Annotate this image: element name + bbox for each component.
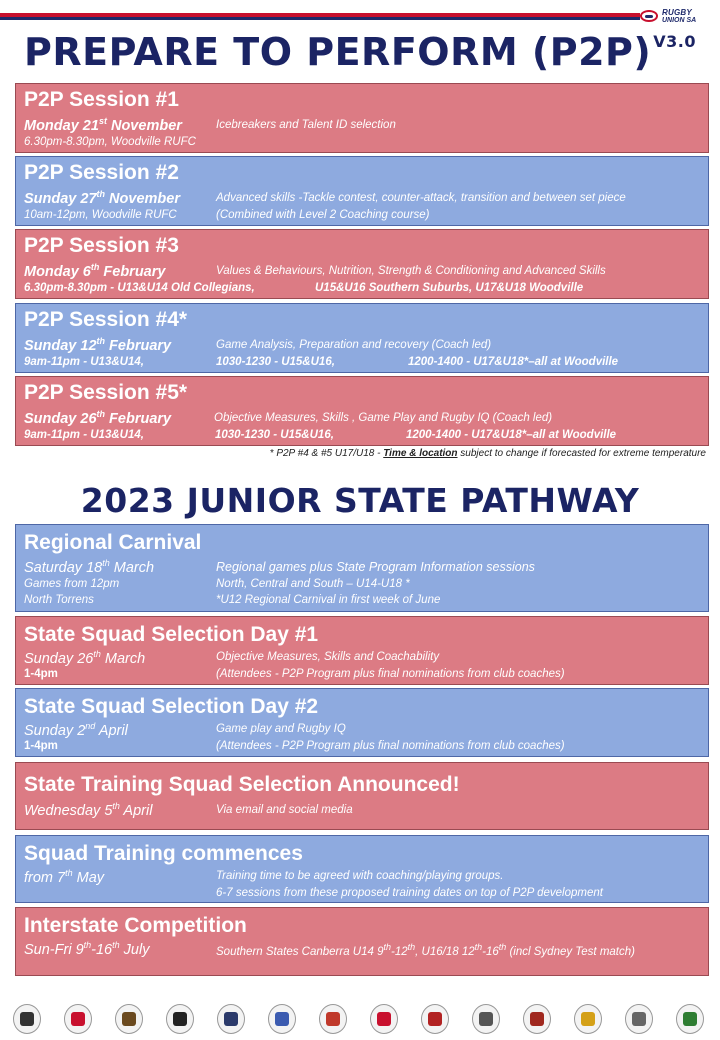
session-date: Monday 6th February <box>24 262 166 280</box>
session-time-location: 6.30pm-8.30pm - U13&U14 Old Collegians, <box>24 282 255 294</box>
event-title: State Squad Selection Day #2 <box>24 695 319 718</box>
event-title: Squad Training commences <box>24 842 303 865</box>
club-logo-14 <box>676 1004 704 1034</box>
rugby-ball-icon <box>640 10 658 22</box>
session-time-u15: 1030-1230 - U15&U16, <box>215 429 334 441</box>
footnote: * P2P #4 & #5 U17/U18 - Time & location subject to change if forecasted for extreme temperature <box>269 448 706 459</box>
p2p-session-5-box <box>15 376 709 446</box>
event-title: Regional Carnival <box>24 531 202 554</box>
header-blue-stripe <box>0 17 640 20</box>
club-logo-9 <box>421 1004 449 1034</box>
session-note: (Combined with Level 2 Coaching course) <box>216 209 430 221</box>
time-location-link: Time & location <box>383 448 458 459</box>
event-date: Saturday 18th March <box>24 558 155 576</box>
event-date: Wednesday 5th April <box>24 801 153 819</box>
session-time-u17: 1200-1400 - U17&U18*–all at Woodville <box>406 429 617 441</box>
session-title: P2P Session #4* <box>24 308 188 331</box>
club-logo-11 <box>523 1004 551 1034</box>
event-description: Regional games plus State Program Information sessions <box>216 560 535 574</box>
page-title-p2p: PREPARE TO PERFORM (P2P) $^{V3.0}$ <box>24 30 696 74</box>
club-logo-12 <box>574 1004 602 1034</box>
event-title: State Squad Selection Day #1 <box>24 623 319 646</box>
event-location: North Torrens <box>24 594 94 606</box>
session-title: P2P Session #1 <box>24 88 179 111</box>
event-description: Via email and social media <box>216 804 353 816</box>
session-date: Sunday 27th November <box>24 189 180 207</box>
session-description: Icebreakers and Talent ID selection <box>216 119 396 131</box>
event-time: Games from 12pm <box>24 578 120 590</box>
squad-announced-box <box>15 762 709 830</box>
session-time-u17: 1200-1400 - U17&U18*–all at Woodville <box>408 356 619 368</box>
session-description: Advanced skills -Tackle contest, counter-attack, transition and between set piece <box>216 192 626 204</box>
event-time: 1-4pm <box>24 668 58 680</box>
session-venues: U15&U16 Southern Suburbs, U17&U18 Woodville <box>315 282 584 294</box>
club-logo-5 <box>217 1004 245 1034</box>
p2p-session-4-box <box>15 303 709 373</box>
club-logos-row <box>0 1000 720 1040</box>
session-time-u13: 9am-11pm - U13&U14, <box>24 429 144 441</box>
session-time-location: 6.30pm-8.30pm, Woodville RUFC <box>24 136 196 148</box>
club-logo-4 <box>166 1004 194 1034</box>
event-attendees: (Attendees - P2P Program plus final nominations from club coaches) <box>216 668 565 680</box>
club-logo-3 <box>115 1004 143 1034</box>
session-time-u13: 9am-11pm - U13&U14, <box>24 356 144 368</box>
event-title: State Training Squad Selection Announced! <box>24 773 460 796</box>
page-title-pathway: 2023 JUNIOR STATE PATHWAY <box>80 481 640 520</box>
p2p-session-1-box <box>15 83 709 153</box>
session-date: Sunday 12th February <box>24 336 172 354</box>
event-attendees: (Attendees - P2P Program plus final nominations from club coaches) <box>216 740 565 752</box>
event-description: Objective Measures, Skills and Coachability <box>216 651 440 663</box>
session-time-u15: 1030-1230 - U15&U16, <box>216 356 335 368</box>
squad-selection-1-box <box>15 616 709 685</box>
session-description: Game Analysis, Preparation and recovery (Coach led) <box>216 339 492 351</box>
club-logo-8 <box>370 1004 398 1034</box>
club-logo-2 <box>64 1004 92 1034</box>
event-note: *U12 Regional Carnival in first week of June <box>216 594 441 606</box>
event-description: Game play and Rugby IQ <box>216 723 346 735</box>
event-date: Sunday 2nd April <box>24 721 128 739</box>
interstate-competition-box <box>15 907 709 976</box>
session-title: P2P Session #2 <box>24 161 179 184</box>
session-date: Sunday 26th February <box>24 409 172 427</box>
squad-selection-2-box <box>15 688 709 757</box>
squad-training-box <box>15 835 709 903</box>
rugby-union-sa-logo: RUGBY UNION SA <box>640 8 718 26</box>
club-logo-10 <box>472 1004 500 1034</box>
event-date: Sun-Fri 9th-16th July <box>24 940 150 958</box>
event-regions: North, Central and South – U14-U18 * <box>216 578 410 590</box>
session-title: P2P Session #3 <box>24 234 179 257</box>
event-date: Sunday 26th March <box>24 649 146 667</box>
session-description: Objective Measures, Skills , Game Play and Rugby IQ (Coach led) <box>214 412 553 424</box>
session-title: P2P Session #5* <box>24 381 188 404</box>
club-logo-6 <box>268 1004 296 1034</box>
session-time-location: 10am-12pm, Woodville RUFC <box>24 209 177 221</box>
p2p-session-2-box <box>15 156 709 226</box>
p2p-session-3-box <box>15 229 709 299</box>
event-description: Southern States Canberra U14 9th-12th, U16/18 12th-16th (incl Sydney Test match) <box>216 942 635 958</box>
session-date: Monday 21st November <box>24 116 182 134</box>
club-logo-1 <box>13 1004 41 1034</box>
version-label: V3.0 <box>653 32 696 52</box>
event-date: from 7th May <box>24 868 105 886</box>
club-logo-7 <box>319 1004 347 1034</box>
regional-carnival-box <box>15 524 709 612</box>
session-description: Values & Behaviours, Nutrition, Strength & Conditioning and Advanced Skills <box>216 265 606 277</box>
event-sessions-note: 6-7 sessions from these proposed training dates on top of P2P development <box>216 887 603 899</box>
event-title: Interstate Competition <box>24 914 247 937</box>
club-logo-13 <box>625 1004 653 1034</box>
event-time: 1-4pm <box>24 740 58 752</box>
event-description: Training time to be agreed with coaching/playing groups. <box>216 870 504 882</box>
